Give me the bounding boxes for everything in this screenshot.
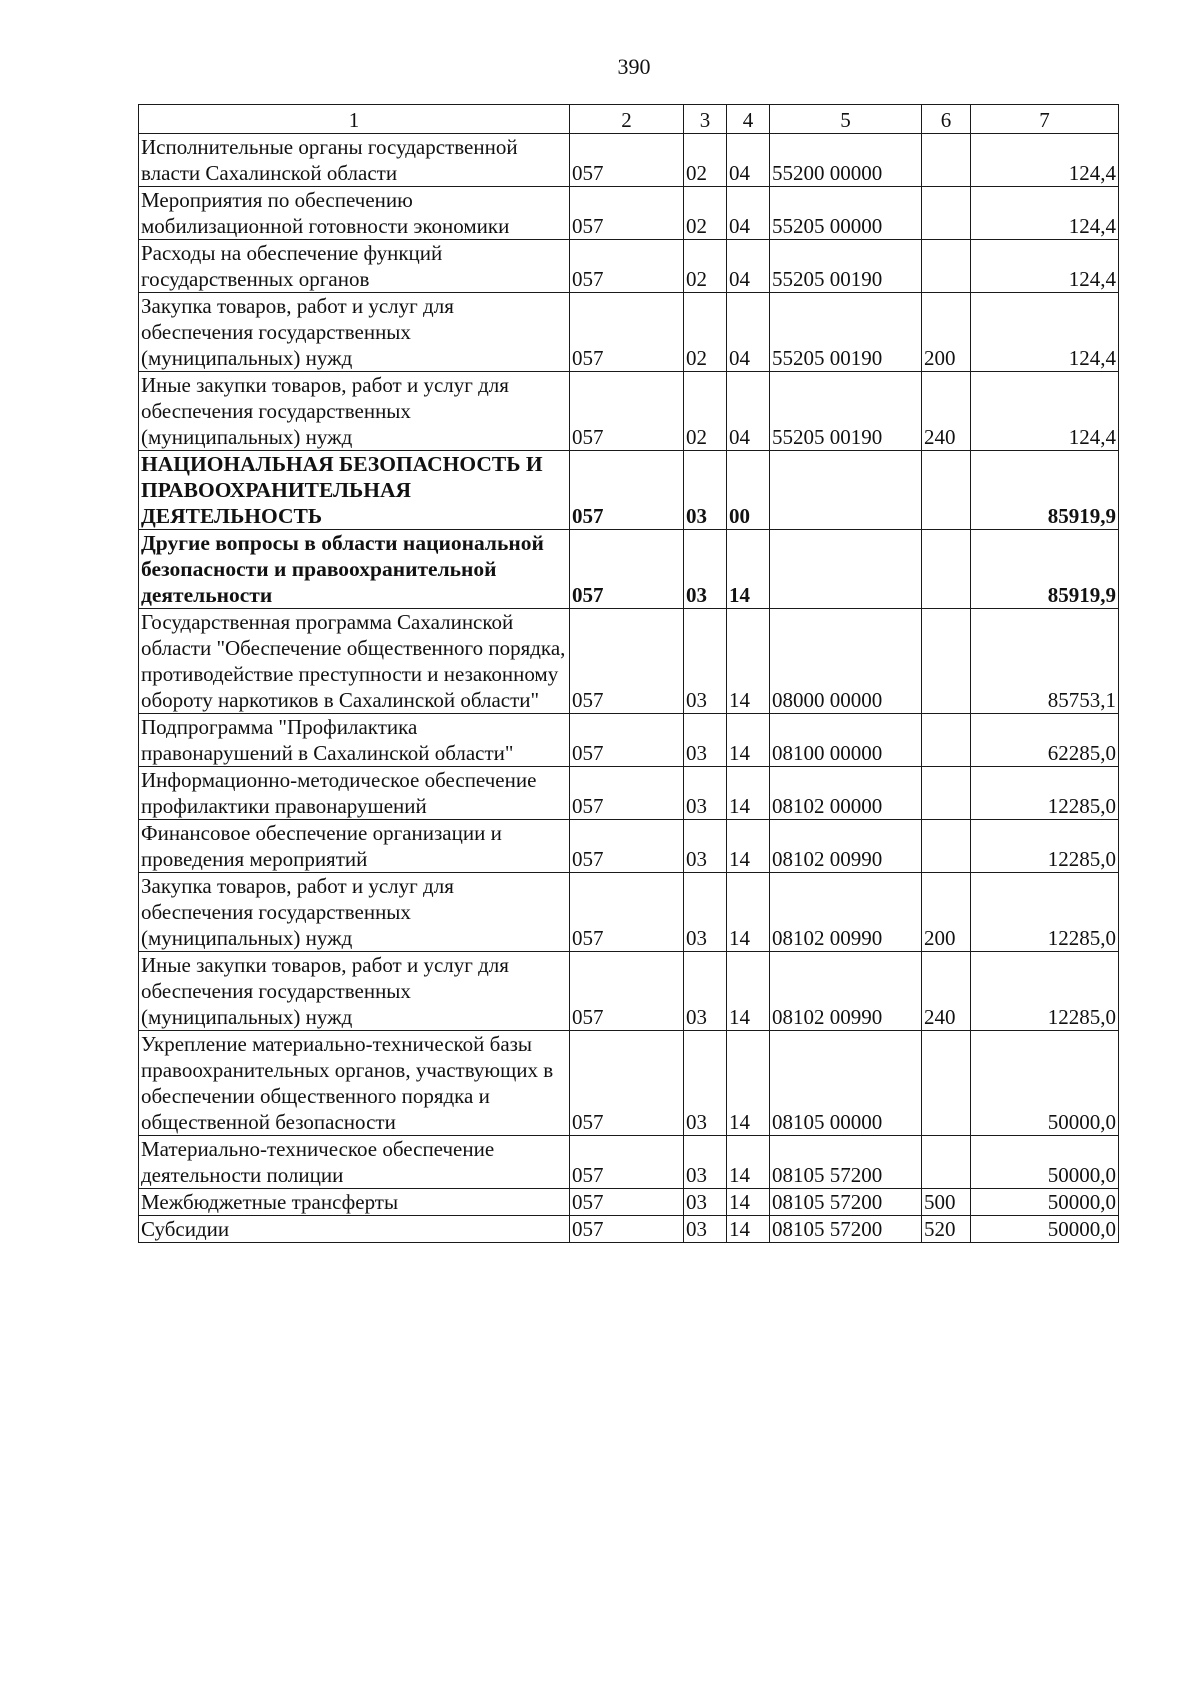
subsection-code-cell: 04	[727, 187, 770, 240]
expense-name-cell: Государственная программа Сахалинской области "Обеспечение общественного порядка, противодействие преступности и незаконному обороту наркотиков в Сахалинской области"	[139, 609, 570, 714]
expense-type-code-cell	[922, 187, 971, 240]
table-row	[139, 1216, 1119, 1243]
target-article-code-cell	[770, 530, 922, 609]
budget-table-container	[138, 104, 1119, 1243]
table-row	[139, 1031, 1119, 1136]
target-article-code-cell: 55205 00190	[770, 372, 922, 451]
department-code-cell: 057	[570, 767, 684, 820]
department-code-cell: 057	[570, 1189, 684, 1216]
table-row	[139, 187, 1119, 240]
expense-name-cell: Исполнительные органы государственной власти Сахалинской области	[139, 134, 570, 187]
department-code-cell: 057	[570, 873, 684, 952]
amount-cell: 12285,0	[971, 820, 1119, 873]
target-article-code-cell: 55205 00190	[770, 240, 922, 293]
budget-table	[138, 104, 1119, 1243]
department-code-cell: 057	[570, 187, 684, 240]
subsection-code-cell: 14	[727, 714, 770, 767]
amount-cell: 124,4	[971, 187, 1119, 240]
amount-cell: 12285,0	[971, 952, 1119, 1031]
header-cell: 2	[570, 105, 684, 134]
amount-cell: 50000,0	[971, 1189, 1119, 1216]
expense-type-code-cell: 500	[922, 1189, 971, 1216]
table-row	[139, 952, 1119, 1031]
expense-type-code-cell	[922, 1031, 971, 1136]
expense-name-cell: Подпрограмма "Профилактика правонарушений в Сахалинской области"	[139, 714, 570, 767]
department-code-cell: 057	[570, 1136, 684, 1189]
header-cell: 5	[770, 105, 922, 134]
expense-name-cell: Укрепление материально-технической базы правоохранительных органов, участвующих в обеспечении общественного порядка и общественной безопасности	[139, 1031, 570, 1136]
table-row	[139, 293, 1119, 372]
section-code-cell: 03	[684, 1136, 727, 1189]
table-row	[139, 1136, 1119, 1189]
subsection-code-cell: 00	[727, 451, 770, 530]
table-header-row	[139, 105, 1119, 134]
target-article-code-cell: 08105 57200	[770, 1189, 922, 1216]
section-code-cell: 03	[684, 714, 727, 767]
header-cell: 3	[684, 105, 727, 134]
target-article-code-cell: 55205 00000	[770, 187, 922, 240]
amount-cell: 124,4	[971, 372, 1119, 451]
department-code-cell: 057	[570, 372, 684, 451]
subsection-code-cell: 04	[727, 134, 770, 187]
target-article-code-cell: 08105 57200	[770, 1136, 922, 1189]
expense-name-cell: Другие вопросы в области национальной безопасности и правоохранительной деятельности	[139, 530, 570, 609]
department-code-cell: 057	[570, 240, 684, 293]
amount-cell: 85919,9	[971, 530, 1119, 609]
subsection-code-cell: 14	[727, 1189, 770, 1216]
department-code-cell: 057	[570, 952, 684, 1031]
subsection-code-cell: 04	[727, 372, 770, 451]
table-body	[139, 105, 1119, 1243]
expense-name-cell: Финансовое обеспечение организации и проведения мероприятий	[139, 820, 570, 873]
table-row	[139, 372, 1119, 451]
subsection-code-cell: 04	[727, 293, 770, 372]
section-code-cell: 03	[684, 767, 727, 820]
table-row	[139, 451, 1119, 530]
table-row	[139, 873, 1119, 952]
amount-cell: 124,4	[971, 240, 1119, 293]
subsection-code-cell: 14	[727, 609, 770, 714]
target-article-code-cell: 08105 00000	[770, 1031, 922, 1136]
target-article-code-cell: 08000 00000	[770, 609, 922, 714]
section-code-cell: 03	[684, 451, 727, 530]
section-code-cell: 02	[684, 293, 727, 372]
expense-name-cell: Иные закупки товаров, работ и услуг для обеспечения государственных (муниципальных) нужд	[139, 372, 570, 451]
department-code-cell: 057	[570, 530, 684, 609]
expense-name-cell: Мероприятия по обеспечению мобилизационной готовности экономики	[139, 187, 570, 240]
target-article-code-cell: 08102 00000	[770, 767, 922, 820]
expense-name-cell: Иные закупки товаров, работ и услуг для обеспечения государственных (муниципальных) нужд	[139, 952, 570, 1031]
subsection-code-cell: 04	[727, 240, 770, 293]
subsection-code-cell: 14	[727, 952, 770, 1031]
table-row	[139, 609, 1119, 714]
expense-type-code-cell	[922, 820, 971, 873]
expense-type-code-cell	[922, 714, 971, 767]
expense-type-code-cell	[922, 767, 971, 820]
expense-type-code-cell: 520	[922, 1216, 971, 1243]
department-code-cell: 057	[570, 609, 684, 714]
subsection-code-cell: 14	[727, 767, 770, 820]
table-row	[139, 820, 1119, 873]
section-code-cell: 02	[684, 240, 727, 293]
subsection-code-cell: 14	[727, 1136, 770, 1189]
amount-cell: 12285,0	[971, 767, 1119, 820]
subsection-code-cell: 14	[727, 873, 770, 952]
expense-type-code-cell: 200	[922, 293, 971, 372]
target-article-code-cell: 08105 57200	[770, 1216, 922, 1243]
subsection-code-cell: 14	[727, 1216, 770, 1243]
expense-type-code-cell: 240	[922, 372, 971, 451]
target-article-code-cell: 08102 00990	[770, 820, 922, 873]
expense-name-cell: Закупка товаров, работ и услуг для обеспечения государственных (муниципальных) нужд	[139, 873, 570, 952]
subsection-code-cell: 14	[727, 530, 770, 609]
expense-type-code-cell	[922, 1136, 971, 1189]
table-row	[139, 714, 1119, 767]
subsection-code-cell: 14	[727, 1031, 770, 1136]
header-cell: 4	[727, 105, 770, 134]
expense-name-cell: НАЦИОНАЛЬНАЯ БЕЗОПАСНОСТЬ И ПРАВООХРАНИТЕЛЬНАЯ ДЕЯТЕЛЬНОСТЬ	[139, 451, 570, 530]
expense-type-code-cell	[922, 609, 971, 714]
section-code-cell: 03	[684, 820, 727, 873]
expense-name-cell: Информационно-методическое обеспечение профилактики правонарушений	[139, 767, 570, 820]
expense-type-code-cell	[922, 134, 971, 187]
expense-name-cell: Межбюджетные трансферты	[139, 1189, 570, 1216]
section-code-cell: 03	[684, 530, 727, 609]
table-row	[139, 530, 1119, 609]
expense-name-cell: Закупка товаров, работ и услуг для обеспечения государственных (муниципальных) нужд	[139, 293, 570, 372]
section-code-cell: 03	[684, 609, 727, 714]
expense-name-cell: Расходы на обеспечение функций государственных органов	[139, 240, 570, 293]
amount-cell: 50000,0	[971, 1031, 1119, 1136]
target-article-code-cell: 08102 00990	[770, 873, 922, 952]
amount-cell: 124,4	[971, 134, 1119, 187]
section-code-cell: 02	[684, 372, 727, 451]
section-code-cell: 03	[684, 873, 727, 952]
table-row	[139, 1189, 1119, 1216]
amount-cell: 12285,0	[971, 873, 1119, 952]
section-code-cell: 03	[684, 952, 727, 1031]
expense-type-code-cell	[922, 530, 971, 609]
target-article-code-cell: 55200 00000	[770, 134, 922, 187]
page-number: 390	[617, 54, 651, 79]
department-code-cell: 057	[570, 293, 684, 372]
table-row	[139, 134, 1119, 187]
table-row	[139, 767, 1119, 820]
department-code-cell: 057	[570, 1031, 684, 1136]
section-code-cell: 02	[684, 187, 727, 240]
amount-cell: 85753,1	[971, 609, 1119, 714]
section-code-cell: 03	[684, 1189, 727, 1216]
header-cell: 1	[139, 105, 570, 134]
expense-type-code-cell: 200	[922, 873, 971, 952]
target-article-code-cell: 08100 00000	[770, 714, 922, 767]
section-code-cell: 03	[684, 1031, 727, 1136]
target-article-code-cell: 55205 00190	[770, 293, 922, 372]
expense-name-cell: Субсидии	[139, 1216, 570, 1243]
department-code-cell: 057	[570, 1216, 684, 1243]
department-code-cell: 057	[570, 451, 684, 530]
table-row	[139, 240, 1119, 293]
department-code-cell: 057	[570, 820, 684, 873]
amount-cell: 62285,0	[971, 714, 1119, 767]
expense-type-code-cell	[922, 451, 971, 530]
expense-type-code-cell	[922, 240, 971, 293]
department-code-cell: 057	[570, 134, 684, 187]
target-article-code-cell: 08102 00990	[770, 952, 922, 1031]
section-code-cell: 03	[684, 1216, 727, 1243]
header-cell: 6	[922, 105, 971, 134]
header-cell: 7	[971, 105, 1119, 134]
department-code-cell: 057	[570, 714, 684, 767]
section-code-cell: 02	[684, 134, 727, 187]
subsection-code-cell: 14	[727, 820, 770, 873]
expense-name-cell: Материально-техническое обеспечение деятельности полиции	[139, 1136, 570, 1189]
amount-cell: 85919,9	[971, 451, 1119, 530]
amount-cell: 124,4	[971, 293, 1119, 372]
amount-cell: 50000,0	[971, 1216, 1119, 1243]
amount-cell: 50000,0	[971, 1136, 1119, 1189]
expense-type-code-cell: 240	[922, 952, 971, 1031]
target-article-code-cell	[770, 451, 922, 530]
